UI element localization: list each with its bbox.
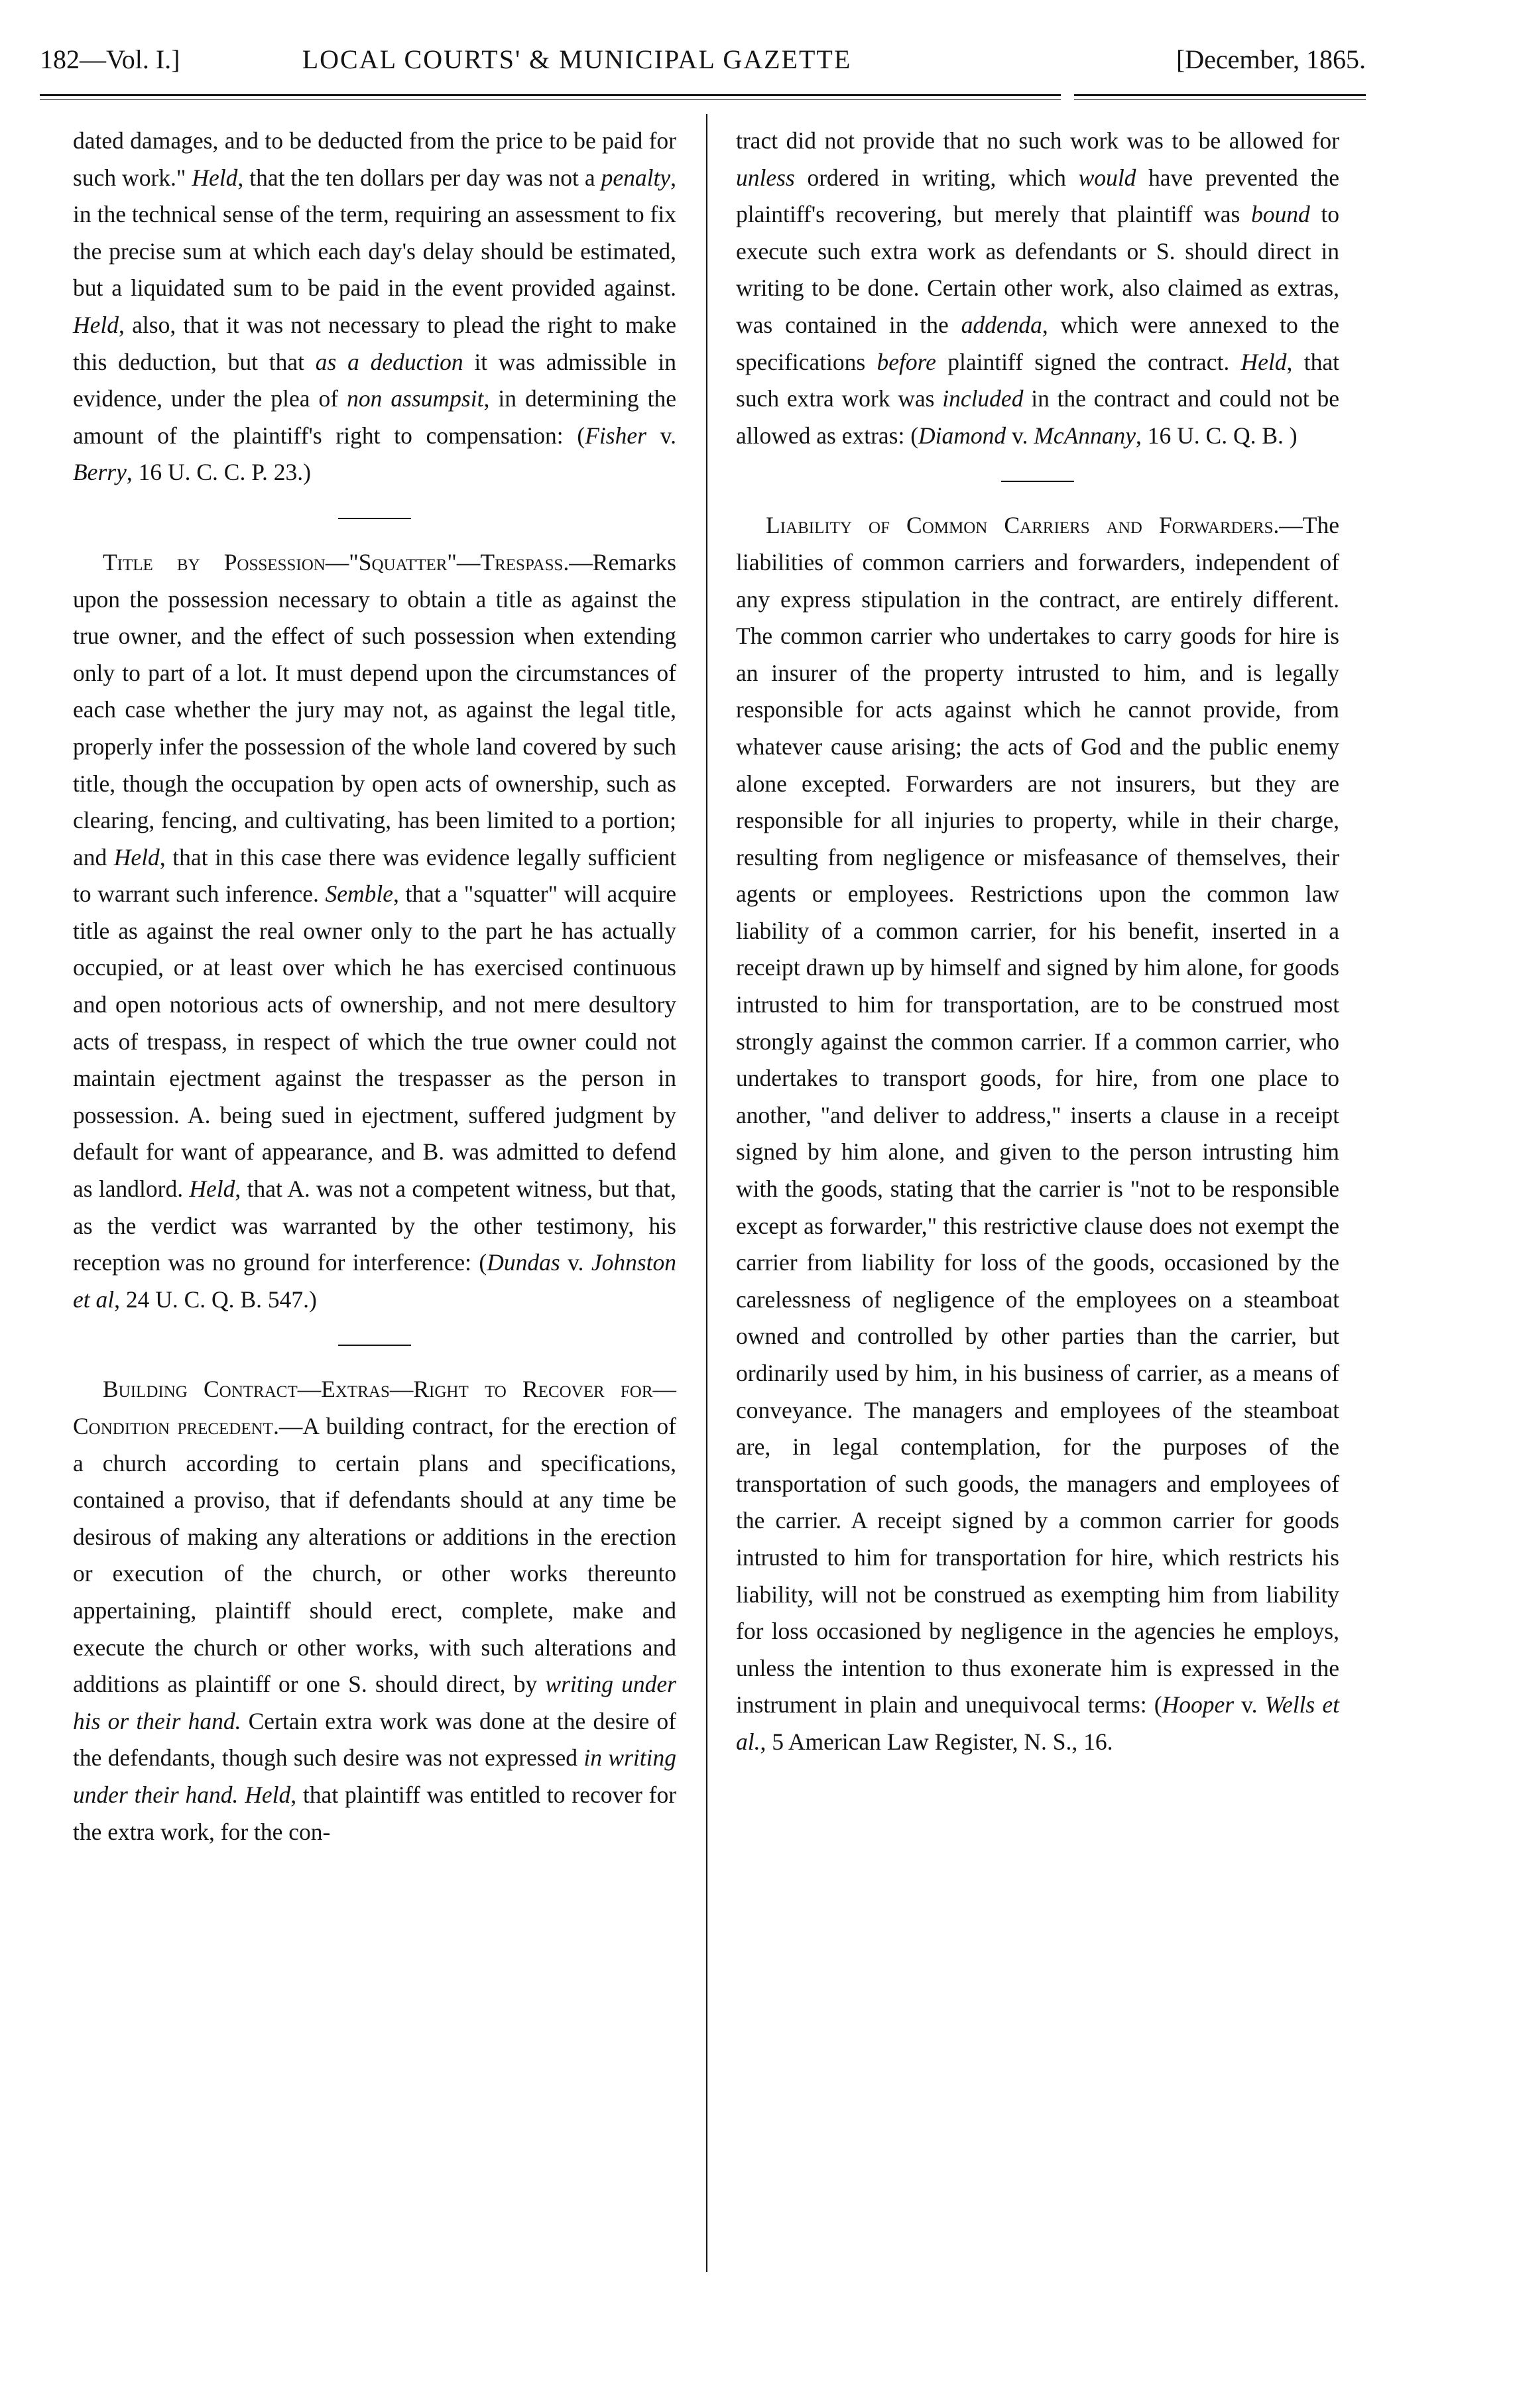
- right-column: [736, 123, 1339, 1761]
- italic-run: Fisher: [585, 422, 646, 449]
- italic-run: Held: [192, 164, 238, 191]
- section-heading: Liability of Common Carriers and Forwarders.: [766, 512, 1280, 539]
- page-header: [40, 40, 1366, 80]
- section-heading: Title by Possession—"Squatter"—Trespass.: [103, 548, 570, 575]
- page-number: 182—Vol. I.]: [40, 44, 180, 74]
- text-run: it was admissible in evidence, under the plea of: [73, 348, 676, 412]
- text-run: , 24 U. C. Q. B. 547.): [114, 1286, 317, 1313]
- text-run: v.: [1234, 1691, 1265, 1718]
- issue-date: [December, 1865.: [1176, 44, 1366, 74]
- italic-run: Semble: [325, 880, 393, 908]
- text-run: dated damages, and to be deducted from the price to be paid for such work.": [73, 127, 676, 191]
- italic-run: addenda: [961, 311, 1042, 338]
- italic-run: Berry: [73, 459, 127, 486]
- italic-run: bound: [1251, 201, 1310, 228]
- case-building-contract: [73, 1371, 676, 1850]
- text-run: , that a "squatter" will acquire title as against the real owner only to the part he has actually occupied, or at least over which he has exercised continuous and open notorious acts of ownership, and not mere desultory acts of trespass, in respect of which the true owner could not maintain ejectment against the trespasser as the person in possession. A. being sued in ejectment, suffered judgment by default for want of appearance, and B. was admitted to defend as landlord.: [73, 880, 677, 1203]
- text-run: have prevented the plaintiff's recovering, but merely that plaintiff was: [736, 164, 1339, 228]
- italic-run: Held: [73, 311, 119, 338]
- italic-run: as a deduction: [315, 348, 463, 375]
- case-fisher-v-berry: [73, 123, 676, 491]
- italic-run: before: [877, 348, 936, 375]
- italic-run: penalty: [601, 164, 671, 191]
- italic-run: Held: [1241, 348, 1287, 375]
- text-run: , 16 U. C. Q. B. ): [1136, 422, 1298, 449]
- italic-run: unless: [736, 164, 795, 191]
- text-run: v.: [1006, 422, 1034, 449]
- italic-run: Held: [113, 843, 160, 871]
- italic-run: in writing under their hand.: [73, 1744, 676, 1808]
- section-heading: Building Contract—Extras—Right to Recover for—Condition precedent.: [73, 1376, 676, 1439]
- text-run: , 16 U. C. C. P. 23.): [126, 459, 311, 486]
- text-run: , in the technical sense of the term, requiring an assessment to fix the precise sum at which each day's delay should be estimated, but a liquidated sum to be paid in the event provided against.: [73, 164, 676, 302]
- section-separator: [1001, 481, 1074, 482]
- text-run: , that A. was not a competent witness, but that, as the verdict was warranted by the other testimony, his reception was no ground for interference: (: [73, 1175, 676, 1276]
- italic-run: Held: [189, 1175, 235, 1203]
- italic-run: McAnnany: [1034, 422, 1136, 449]
- case-diamond-v-mcannany: [736, 123, 1339, 454]
- header-thin-rule-left: [40, 99, 1061, 100]
- text-run: to execute such extra work as defendants or S. should direct in writing to be done. Certain other work, also claimed as extras, was contained in the: [736, 201, 1339, 338]
- italic-run: Held: [245, 1781, 291, 1808]
- text-run: —Remarks upon the possession necessary to obtain a title as against the true owner, and the effect of such possession when extending only to part of a lot. It must depend upon the circumstances of each case whether the jury may not, as against the legal title, properly infer the possession of the whole land covered by such title, though the occupation by open acts of ownership, such as clearing, fencing, and cultivating, has been limited to a portion; and: [73, 548, 676, 871]
- italic-run: Wells et al.: [736, 1691, 1339, 1755]
- section-separator: [338, 1345, 411, 1346]
- text-run: v.: [646, 422, 676, 449]
- italic-run: Hooper: [1162, 1691, 1235, 1718]
- italic-run: non assumpsit: [347, 385, 484, 412]
- case-dundas-v-johnston: [73, 544, 676, 1318]
- section-separator: [338, 518, 411, 519]
- text-run: , which were annexed to the specifications: [736, 311, 1340, 375]
- text-run: , in determining the amount of the plaintiff's right to compensation: (: [73, 385, 676, 449]
- gazette-page: [40, 40, 1366, 2374]
- text-run: , that plaintiff was entitled to recover for the extra work, for the con-: [73, 1781, 677, 1845]
- header-rule-left: [40, 94, 1061, 96]
- text-run: —The liabilities of common carriers and forwarders, independent of any express stipulation in the contract, are entirely different. The common carrier who undertakes to carry goods for hire is an insurer of the property intrusted to him, and is legally responsible for acts against which he cannot provide, from whatever cause arising; the acts of God and the public enemy alone excepted. Forwarders are not insurers, but they are responsible for all injuries to property, while in their charge, resulting from negligence or misfeasance of themselves, their agents or employees. Restrictions upon the common law liability of a common carrier, for his benefit, inserted in a receipt drawn up by himself and signed by him alone, for goods intrusted to him for transportation, are to be construed most strongly against the common carrier. If a common carrier, who undertakes to transport goods, for hire, from one place to another, "and deliver to address," inserts a clause in a receipt signed by him alone, and given to the person intrusting him with the goods, stating that the carrier is "not to be responsible except as forwarder," this restrictive clause does not exempt the carrier from liability for loss of the goods, occasioned by the carelessness of negligence of the employees on a steamboat owned and controlled by other parties than the carrier, but ordinarily used by him, in his business of carrier, as a means of conveyance. The managers and employees of the steamboat are, in legal contemplation, for the purposes of the transportation of such goods, the managers and employees of the carrier. A receipt signed by a common carrier for goods intrusted to him for transportation for hire, which restricts his liability, will not be construed as exempting him from liability for loss occasioned by negligence in the agencies he employs, unless the intention to thus exonerate him is expressed in the instrument in plain and unequivocal terms: (: [736, 512, 1339, 1718]
- text-run: , that such extra work was: [736, 348, 1339, 412]
- text-run: [238, 1781, 245, 1808]
- italic-run: Dundas: [487, 1249, 560, 1276]
- text-run: —A building contract, for the erection of a church according to certain plans and specifications, contained a proviso, that if defendants should at any time be desirous of making any alterations or additions in the erection or execution of the church, or other works thereunto appertaining, plaintiff should erect, complete, make and execute the church or other works, with such alterations and additions as plaintiff or one S. should direct, by: [73, 1413, 676, 1698]
- text-run: v.: [560, 1249, 591, 1276]
- column-divider: [706, 114, 707, 2272]
- italic-run: Diamond: [918, 422, 1006, 449]
- italic-run: Johnston et al: [73, 1249, 676, 1313]
- case-hooper-v-wells: [736, 507, 1339, 1760]
- header-thin-rule-right: [1074, 99, 1366, 100]
- text-run: in the contract and could not be allowed as extras: (: [736, 385, 1340, 449]
- header-rule-right: [1074, 94, 1366, 96]
- text-run: Certain extra work was done at the desire of the defendants, though such desire was not expressed: [73, 1707, 676, 1772]
- italic-run: included: [942, 385, 1024, 412]
- text-run: tract did not provide that no such work was to be allowed for: [736, 127, 1339, 154]
- text-run: plaintiff signed the contract.: [936, 348, 1241, 375]
- italic-run: would: [1078, 164, 1136, 191]
- text-run: , that in this case there was evidence legally sufficient to warrant such inference.: [73, 843, 676, 908]
- text-run: , 5 American Law Register, N. S., 16.: [760, 1728, 1113, 1755]
- text-run: , also, that it was not necessary to plead the right to make this deduction, but that: [73, 311, 676, 375]
- text-run: ordered in writing, which: [794, 164, 1079, 191]
- publication-title: LOCAL COURTS' & MUNICIPAL GAZETTE: [302, 44, 852, 74]
- italic-run: writing under his or their hand.: [73, 1671, 676, 1734]
- left-column: [73, 123, 676, 1850]
- text-run: , that the ten dollars per day was not a: [237, 164, 601, 191]
